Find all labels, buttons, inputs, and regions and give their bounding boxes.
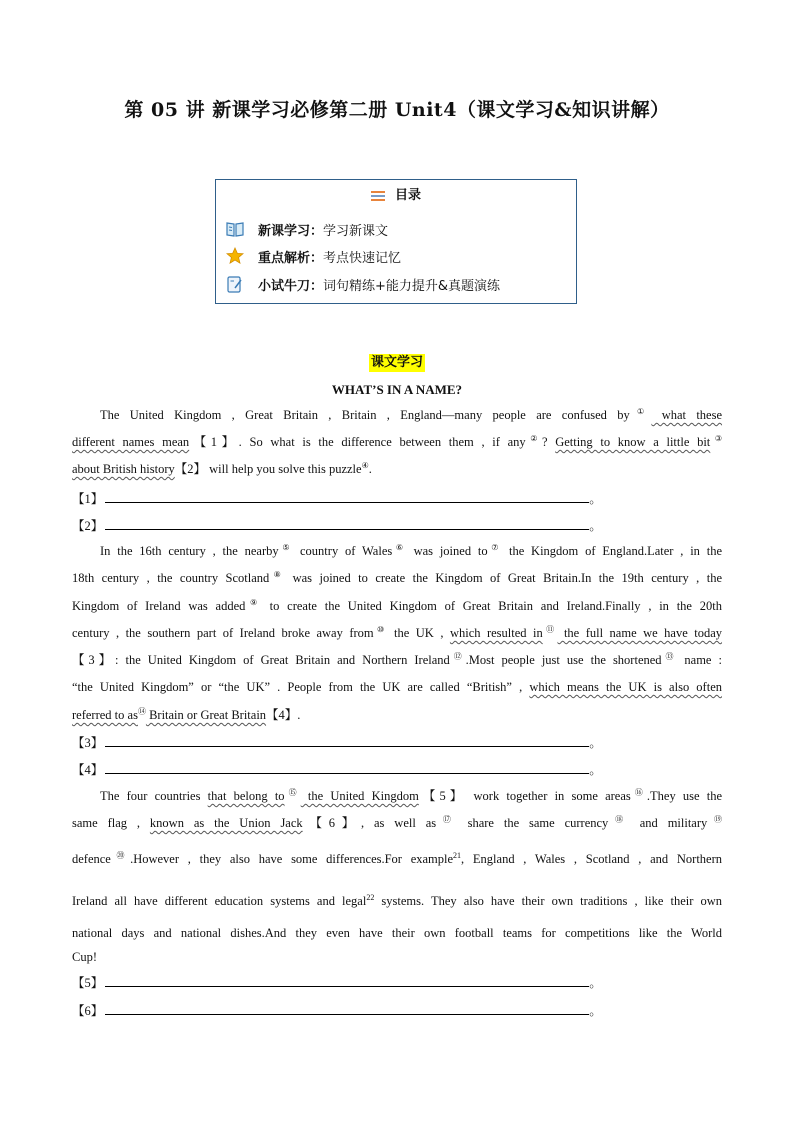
text-span: the United Kingdom <box>300 789 419 803</box>
text-span: 18th century , the country Scotland <box>72 571 270 585</box>
text-span: century , the southern part of Ireland broke away from <box>72 626 374 640</box>
text-span: In the 16th century , the nearby <box>100 544 279 558</box>
text-span <box>105 760 589 774</box>
page-title: 第 05 讲 新课学习必修第二册 Unit4（课文学习&知识讲解） <box>124 99 670 121</box>
footnote-marker: ⑩ <box>373 624 388 634</box>
text-span: Ireland all have different education systems and legal <box>72 894 367 908</box>
text-span: country of Wales <box>293 544 393 558</box>
text-span: 。 <box>589 492 602 506</box>
clipboard-pencil-icon <box>226 275 244 293</box>
list-icon <box>371 189 385 203</box>
footnote-marker: ⑰ <box>436 814 458 824</box>
paragraph-line <box>72 624 722 642</box>
paragraph-line <box>72 460 722 478</box>
footnote-marker: ⑮ <box>284 787 301 797</box>
footnote-marker: ② <box>525 433 542 443</box>
text-span: same flag , <box>72 816 150 830</box>
footnote-marker: ⑯ <box>630 787 647 797</box>
text-span: systems. They also have their own traditions , like their own <box>374 894 722 908</box>
text-span: .Most people just use the shortened <box>465 653 662 667</box>
toc-item-key-points <box>226 245 401 267</box>
toc-item-key: 重点解析： <box>258 250 324 266</box>
footnote-marker: 21 <box>453 850 462 860</box>
footnote-marker: ⑦ <box>487 542 503 552</box>
text-span: .However , they also have some differences.For example <box>130 852 454 866</box>
star-icon <box>226 247 244 265</box>
text-span: Cup! <box>72 950 97 964</box>
toc-item-key: 新课学习： <box>258 223 324 239</box>
footnote-marker: ③ <box>710 433 723 443</box>
paragraph-line <box>72 850 722 868</box>
book-icon <box>226 220 244 238</box>
text-span: 。 <box>589 763 602 777</box>
toc-item-practice <box>226 273 500 295</box>
text-span: 【1】. So what is the difference between them , if any <box>189 435 526 449</box>
toc-item-value: 考点快速记忆 <box>323 250 402 266</box>
text-span: national days and national dishes.And they even have their own football teams for competitions like the World <box>72 926 722 940</box>
answer-blank-4[interactable] <box>72 760 602 779</box>
footnote-marker: ⑥ <box>392 542 407 552</box>
footnote-marker: ⑱ <box>608 814 630 824</box>
footnote-marker: 22 <box>366 892 375 902</box>
text-span: , England , Wales , Scotland , and Northern <box>461 852 722 866</box>
paragraph-line <box>72 892 722 910</box>
table-of-contents <box>215 179 577 304</box>
footnote-marker: ⑧ <box>269 569 286 579</box>
text-span: 【3】 <box>72 736 104 750</box>
toc-heading <box>216 184 576 203</box>
text-span: was joined to create the Kingdom of Great Britain.In the 19th century , the <box>285 571 722 585</box>
text-span: The United Kingdom , Great Britain , Britain , England—many people are confused by <box>100 408 630 422</box>
answer-blank-3[interactable] <box>72 733 602 752</box>
text-span: 。 <box>589 519 602 533</box>
text-span: and military <box>629 816 708 830</box>
text-span: 【5】 work together in some areas <box>418 789 631 803</box>
text-span: share the same currency <box>457 816 609 830</box>
text-span: was joined to <box>406 544 488 558</box>
footnote-marker: ⑤ <box>278 542 294 552</box>
text-span: 【4】 <box>72 763 104 777</box>
text-span: 【3】: the United Kingdom of Great Britain and Northern Ireland <box>72 653 450 667</box>
text-span: referred to as <box>72 708 138 722</box>
text-span <box>105 973 589 987</box>
text-span: what these <box>651 408 723 422</box>
paragraph-line <box>72 542 722 560</box>
text-span: ? <box>541 435 556 449</box>
text-span <box>105 1001 589 1015</box>
text-span: which resulted in <box>449 626 543 640</box>
text-span: name : <box>677 653 722 667</box>
footnote-marker: ⑫ <box>449 651 466 661</box>
answer-blank-6[interactable] <box>72 1001 602 1020</box>
paragraph-line <box>72 678 722 696</box>
toc-heading-text: 目录 <box>394 188 421 203</box>
text-span <box>105 516 589 530</box>
toc-item-value: 学习新课文 <box>323 223 389 239</box>
text-span: 【1】 <box>72 492 104 506</box>
section-label: 课文学习 <box>371 355 424 370</box>
footnote-marker: ⑨ <box>245 597 262 607</box>
footnote-marker: ⑳ <box>110 850 131 860</box>
text-span: 。 <box>589 976 602 990</box>
paragraph-line <box>72 597 722 615</box>
footnote-marker: ⑲ <box>707 814 723 824</box>
paragraph-line <box>72 406 722 424</box>
text-span: the full name we have today <box>557 626 723 640</box>
footnote-marker: ⑬ <box>661 651 678 661</box>
text-span: which means the UK is also often <box>529 680 722 694</box>
footnote-marker: ⑭ <box>137 706 146 716</box>
toc-item-key: 小试牛刀： <box>258 278 324 294</box>
text-span: 【5】 <box>72 976 104 990</box>
text-span: Kingdom of Ireland was added <box>72 599 246 613</box>
text-span: Getting to know a little bit <box>555 435 711 449</box>
answer-blank-2[interactable] <box>72 516 602 535</box>
text-span: about British history <box>72 462 175 476</box>
text-span: 。 <box>589 1004 602 1018</box>
toc-item-value: 词句精练+能力提升&真题演练 <box>323 278 501 294</box>
paragraph-line <box>72 787 722 805</box>
text-span: . <box>368 462 372 476</box>
paragraph-line <box>72 651 722 669</box>
paragraph-line <box>72 814 722 832</box>
text-span: .They use the <box>646 789 723 803</box>
text-span <box>105 733 589 747</box>
toc-item-new-lesson <box>226 218 388 240</box>
text-span: different names mean <box>72 435 190 449</box>
text-span: known as the Union Jack <box>149 816 303 830</box>
footnote-marker: ⑪ <box>542 624 558 634</box>
footnote-marker: ① <box>629 406 652 416</box>
article-title: WHAT’S IN A NAME? <box>331 382 463 397</box>
footnote-marker: ④ <box>361 460 369 470</box>
text-span: 【6】 <box>72 1004 104 1018</box>
answer-blank-1[interactable] <box>72 489 602 508</box>
text-span: 【6】, as well as <box>302 816 437 830</box>
text-span: “the United Kingdom” or “the UK” . People from the UK are called “British” , <box>72 680 530 694</box>
text-span <box>105 489 589 503</box>
text-span: 【2】 <box>72 519 104 533</box>
text-span: The four countries <box>100 789 208 803</box>
text-span: to create the United Kingdom of Great Britain and Ireland.Finally , in the 20th <box>261 599 722 613</box>
text-span: defence <box>72 852 111 866</box>
text-span: Britain or Great Britain <box>145 708 267 722</box>
text-span: 。 <box>589 736 602 750</box>
text-span: the UK , <box>387 626 450 640</box>
paragraph-line <box>72 924 722 942</box>
text-span: 【4】. <box>266 708 301 722</box>
text-span: the Kingdom of England.Later , in the <box>502 544 723 558</box>
paragraph-line <box>72 706 722 724</box>
answer-blank-5[interactable] <box>72 973 602 992</box>
text-span: that belong to <box>207 789 285 803</box>
text-span: 【2】 will help you solve this puzzle <box>174 462 362 476</box>
paragraph-line <box>72 433 722 451</box>
paragraph-line <box>72 569 722 587</box>
paragraph-line <box>72 948 722 966</box>
